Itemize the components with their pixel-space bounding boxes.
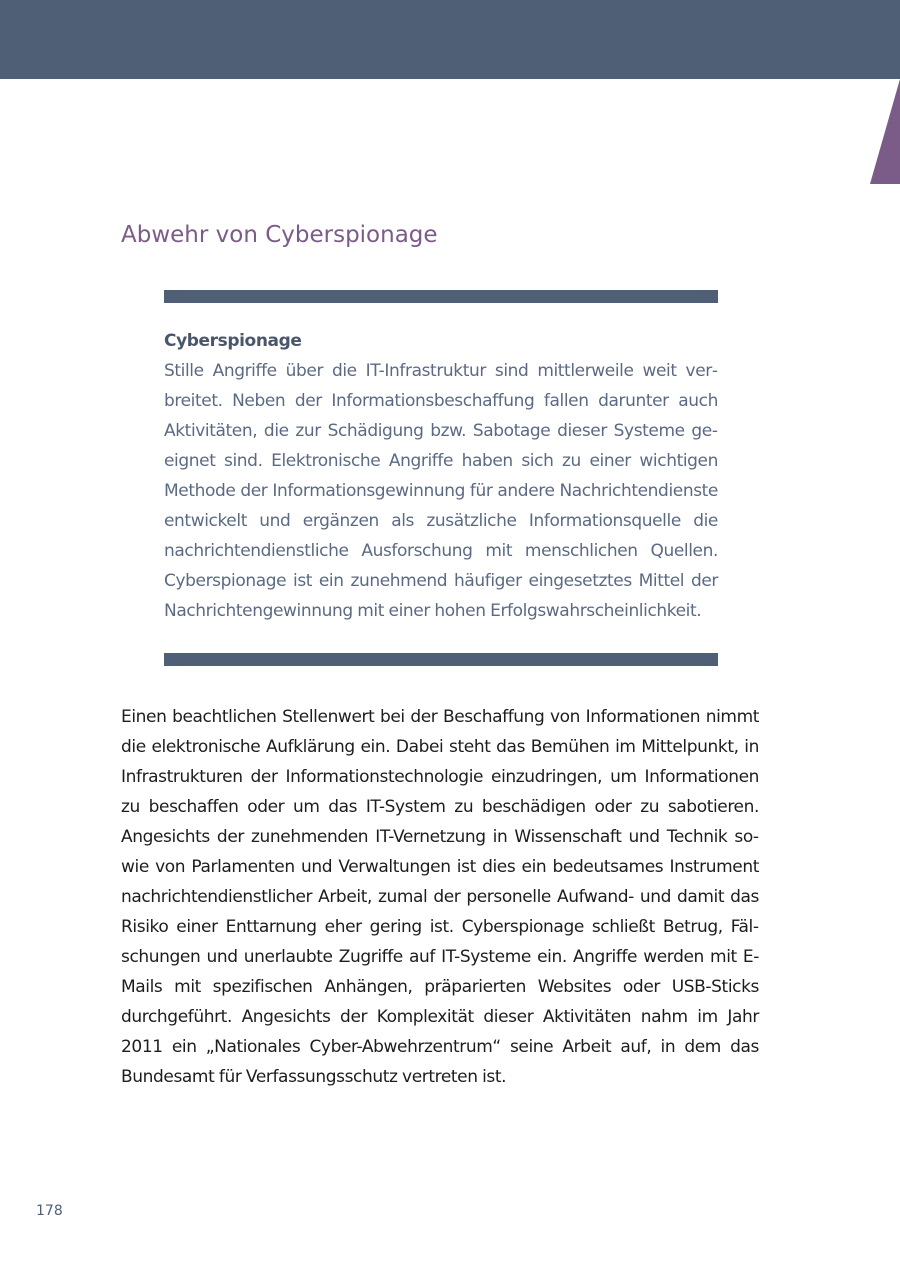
info-box-heading: Cyberspionage [164,331,302,351]
section-title: Abwehr von Cyberspionage [121,222,438,248]
info-box-top-rule [164,290,718,303]
header-band [0,0,900,79]
chapter-marker [870,79,900,184]
info-box-bottom-rule [164,653,718,666]
info-box-text: Stille Angriffe über die IT-Infrastruktur sind mittlerweile weit verbreitet. Neben der Informationsbeschaffung fallen darunter auch Aktivitäten, die zur Schädigung bzw. Sabotage dieser Systeme geeignet sind. Elektronische Angriffe haben sich zu einer wichtigen Methode der Informationsgewinnung für andere Nachrichtendienste entwickelt und ergänzen als zusätzliche Informationsquelle die nachrichtendienstliche Ausforschung mit menschlichen Quellen. Cyberspionage ist ein zunehmend häufiger eingesetztes Mittel der Nachrichtengewinnung mit einer hohen Erfolgswahrscheinlichkeit. [164,361,718,621]
chapter-marker-triangle [870,79,900,184]
info-box [164,326,718,626]
page-number: 178 [36,1203,63,1219]
body-paragraph: Einen beachtlichen Stellenwert bei der Beschaffung von Informationen nimmt die elektronische Aufklärung ein. Dabei steht das Bemühen im Mittelpunkt, in Infrastrukturen der Informationstechnologie einzudringen, um Informationen zu beschaffen oder um das IT-System zu beschädigen oder zu sabotieren. Angesichts der zunehmenden IT-Vernetzung in Wissenschaft und Technik sowie von Parlamenten und Verwaltungen ist dies ein bedeutsames Instrument nachrichtendienstlicher Arbeit, zumal der personelle Aufwand- und damit das Risiko einer Enttarnung eher gering ist. Cyberspionage schließt Betrug, Fälschungen und unerlaubte Zugriffe auf IT-Systeme ein. Angriffe werden mit E-Mails mit spezifischen Anhängen, präparierten Websites oder USB-Sticks durchgeführt. Angesichts der Komplexität dieser Aktivitäten nahm im Jahr 2011 ein „Nationales Cyber-Abwehrzentrum“ seine Arbeit auf, in dem das Bundesamt für Verfassungsschutz vertreten ist. [121,707,759,1087]
